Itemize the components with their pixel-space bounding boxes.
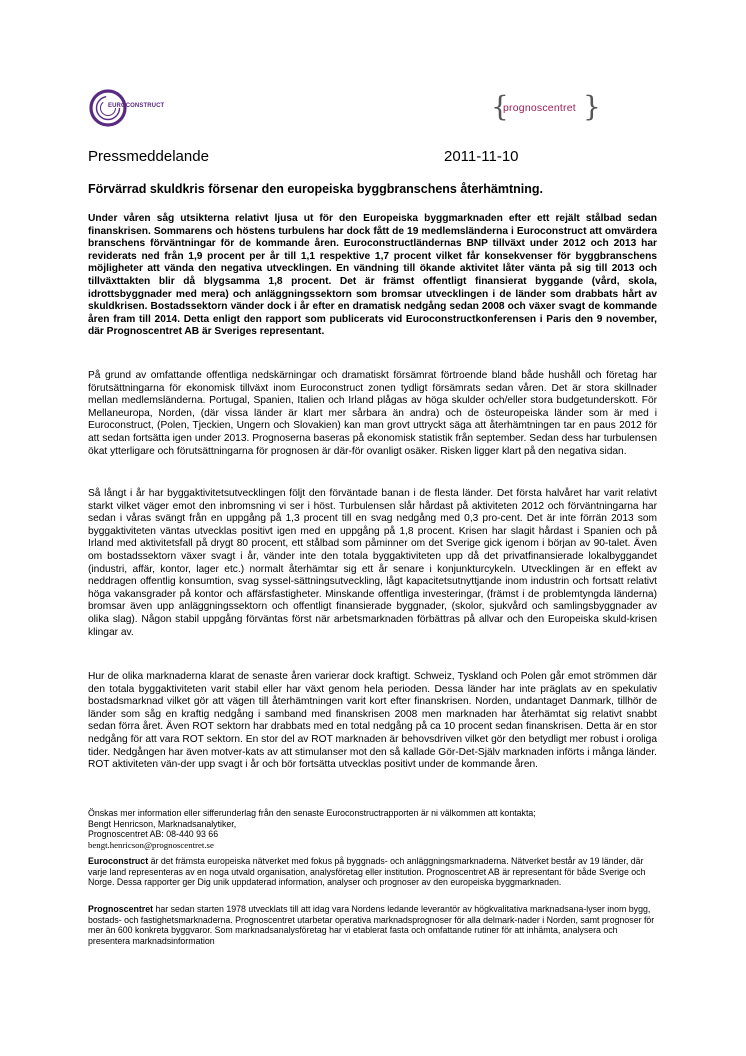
about-euroconstruct-name: Euroconstruct [88,856,149,866]
contact-email[interactable]: bengt.henricson@prognoscentret.se [88,839,214,850]
right-brace-icon: } [583,90,601,123]
about-prognoscentret-name: Prognoscentret [88,904,154,914]
prognoscentret-logo-text: prognoscentret [503,102,576,114]
contact-intro: Önskas mer information eller sifferunderlag från den senaste Euroconstructrapporten är ni välkommen att kontakta; [88,808,536,818]
press-release-date: 2011-11-10 [444,148,519,165]
press-release-title: Pressmeddelande [88,148,209,165]
prognoscentret-logo [491,90,601,130]
body-paragraph: Så långt i år har byggaktivitetsutvecklingen följt den förväntade banan i de flesta länder. Det första halvåret har varit relativt starkt vilket väger emot den inbromsning vi ser i höst. Turbulensen slår hårdast på aktiviteten 2012 och förväntningarna har sedan i våras svängt från en uppgång på 1,3 procent till en svag nedgång med 0,3 pro-cent. Det är inte förrän 2013 som byggaktiviteten väntas utvecklas positivt igen med en uppgång på 1,8 procent. Krisen har slagit hårdast i Spanien och på Irland med aktivitetsfall på drygt 80 procent, ett stålbad som påminner om det Sverige gick igenom i början av 90-talet. Även om bostadssektorn växer svagt i år, vänder inte den totala byggaktiviteten upp då det privatfinansierade lokalbyggandet (industri, affär, kontor, lager etc.) normalt återhämtar sig ett år senare i konjunkturcykeln. Utvecklingen är en effekt av neddragen offentlig konsumtion, svag syssel-sättningsutveckling, lågt kapacitetsutnyttjande inom industrin och fortsatt relativt höga vakansgrader på kontor och affärsfastigheter. Minskande offentliga investeringar, (främst i de problemtyngda länderna) bromsar även upp anläggningssektorn och offentligt finansierade byggnader, (skolor, sjukvård och samlingsbyggnader av olika slag). Någon stabil uppgång förväntas först när arbetsmarknaden förbättras på allvar och den Europeiska skuld-krisen klingar av. [88,488,657,638]
headline: Förvärrad skuldkris försenar den europeiska byggbranschens återhämtning. [88,182,543,196]
about-prognoscentret-text: har sedan starten 1978 utvecklats till att idag vara Nordens ledande leverantör av högkvalitativa marknadsana-lyser inom bygg, bostads- och fastighetsmarknaderna. Prognoscentret utarbetar operativa marknadsprognoser för alla delmark-nader i Norden, samt prognoser för mer än 600 konkreta byggvaror. Som marknadsanalysföretag har vi etablerat fasta och omfattande rutiner för att inhämta, analysera och presentera marknadsinformation [88,904,655,946]
lead-paragraph: Under våren såg utsikterna relativt ljusa ut för den Europeiska byggmarknaden efter ett rejält stålbad sedan finanskrisen. Sommarens och höstens turbulens har dock fått de 19 medlemsländerna i Euroconstruct att omvärdera branschens förväntningar för de kommande åren. Euroconstructländernas BNP tillväxt under 2012 och 2013 har reviderats ned från 1,9 procent per år till 1,1 respektive 1,7 procent vilket får konsekvenser för byggbranschens möjligheter att vända den negativa utvecklingen. En vändning till ökande aktivitet låter vänta på sig till 2013 och tillväxttakten blir då blygsamma 1,8 procent. Det är främst offentligt finansierat byggande (vård, skola, idrottsbyggnader med mera) och anläggningssektorn som bromsar utvecklingen i de länder som drabbats hårt av skuldkrisen. Bostadssektorn vänder dock i år efter en dramatisk nedgång sedan 2008 och växer svagt de kommande åren fram till 2014. Detta enligt den rapport som publicerats vid Euroconstructkonferensen i Paris den 9 november, där Prognoscentret AB är Sveriges representant. [88,213,657,338]
about-euroconstruct-text: är det främsta europeiska nätverket med fokus på byggnads- och anläggningsmarknaderna. Nätverket består av 19 länder, där varje land representeras av en noga utvald organisation, analysföretag eller institution. Prognoscentret AB är representant för både Sverige och Norge. Dessa rapporter ger Dig unik uppdaterad information, analyser och prognoser av den europeiska byggmarknaden. [88,856,646,888]
contact-phone: Prognoscentret AB: 08-440 93 66 [88,829,219,840]
about-euroconstruct [88,856,657,888]
contact-block [88,808,657,850]
left-brace-icon: { [491,90,509,123]
euroconstruct-logo [88,88,180,128]
contact-name: Bengt Henricson, Marknadsanalytiker, [88,818,237,829]
euroconstruct-logo-text: EUROCONSTRUCT [108,103,165,109]
body-paragraph: På grund av omfattande offentliga nedskärningar och dramatiskt försämrat förtroende bland både hushåll och företag har förutsättningarna för ekonomisk tillväxt inom Euroconstruct zonen tydligt försämrats sedan våren. Det är stora skillnader mellan medlemsländerna. Portugal, Spanien, Italien och Irland plågas av höga skulder och/eller stora budgetunderskott. För Mellaneuropa, Norden, (där vissa länder är klart mer sårbara än andra) och de östeuropeiska länder som är med i Euroconstruct, (Polen, Tjeckien, Ungern och Slovakien) kan man grovt uttryckt säga att återhämtningen tar en paus 2012 för att sedan fortsätta igen under 2013. Prognoserna baseras på ekonomisk statistik från september. Sedan dess har turbulensen ökat ytterligare och förutsättningarna för prognosen är där-för ovanligt osäker. Risken ligger klart på den negativa sidan. [88,370,657,457]
body-paragraph: Hur de olika marknaderna klarat de senaste åren varierar dock kraftigt. Schweiz, Tyskland och Polen går emot strömmen där den totala byggaktiviteten varit stabil eller har växt genom hela perioden. Dessa länder har inte präglats av en spekulativ bostadsmarknad vilket gör att vägen till återhämtningen varit kort efter finanskrisen. Norden, undantaget Danmark, tillhör de länder som såg en kraftig nedgång i samband med finanskrisen 2008 men marknaden har återhämtat sig relativt snabbt sedan förra året. Även ROT sektorn har drabbats med en total nedgång på ca 10 procent sedan finanskrisen. Detta är en stor nedgång för att vara ROT sektorn. En stor del av ROT marknaden är behovsdriven vilket gör den betydligt mer robust i oroliga tider. Nedgången har även motver-kats av att stimulanser mot den så kallade Gör-Det-Själv marknaden införts i många länder. ROT aktiviteten vän-der upp svagt i år och bör fortsätta utvecklas positivt under de kommande åren. [88,671,657,771]
about-prognoscentret [88,904,657,946]
